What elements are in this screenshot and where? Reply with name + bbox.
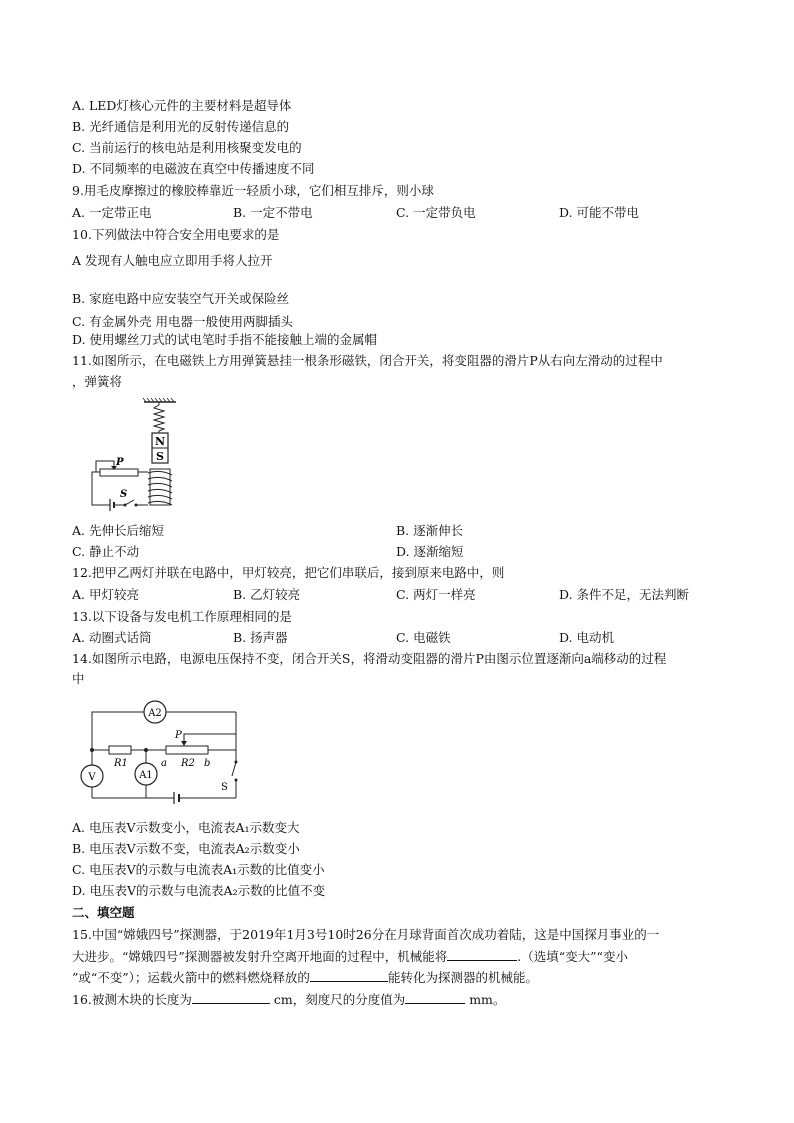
q12-stem: 12.把甲乙两灯并联在电路中，甲灯较亮，把它们串联后，接到原来电路中，则 <box>72 565 505 580</box>
q14-option-c: C. 电压表V的示数与电流表A₁示数的比值变小 <box>72 862 325 877</box>
q14-stem: 14.如图所示电路，电源电压保持不变，闭合开关S，将滑动变阻器的滑片P由图示位置逐渐向a端移动的过程 <box>72 651 667 666</box>
q11-option-b: B. 逐渐伸长 <box>396 523 464 538</box>
slider-p-label: P <box>116 457 124 468</box>
q13-stem: 13.以下设备与发电机工作原理相同的是 <box>72 609 292 624</box>
q12-option-b: B. 乙灯较亮 <box>233 587 301 602</box>
q12-option-a: A. 甲灯较亮 <box>72 587 139 602</box>
q10-option-d: D. 使用螺丝刀式的试电笔时手指不能接触上端的金属帽 <box>72 332 378 347</box>
q15-line2-tail: .（选填“变大”“变小 <box>517 949 628 964</box>
q16-text-a: 16.被测木块的长度为 <box>72 992 192 1007</box>
q8-option-d: D. 不同频率的电磁波在真空中传播速度不同 <box>72 161 315 176</box>
q14-option-d: D. 电压表V的示数与电流表A₂示数的比值不变 <box>72 883 326 898</box>
q9-option-c: C. 一定带负电 <box>396 205 476 220</box>
switch-s-label: S <box>120 489 128 500</box>
q14-option-b: B. 电压表V示数不变，电流表A₂示数变小 <box>72 841 300 856</box>
q12-option-c: C. 两灯一样亮 <box>396 587 476 602</box>
q16-blank-2[interactable] <box>405 991 465 1004</box>
q10-option-a: A 发现有人触电应立即用手将人拉开 <box>72 253 273 268</box>
q15-line3-tail: 能转化为探测器的机械能。 <box>387 970 538 985</box>
q15-blank-2[interactable] <box>310 969 388 982</box>
q14-circuit-figure <box>74 700 254 810</box>
ammeter-a1-label: A1 <box>139 770 153 781</box>
q8-option-b: B. 光纤通信是利用光的反射传递信息的 <box>72 119 290 134</box>
q14-stem-cont: 中 <box>72 671 85 686</box>
q15-blank-1[interactable] <box>447 948 517 961</box>
magnet-s-label: S <box>156 450 164 463</box>
q11-option-d: D. 逐渐缩短 <box>396 544 464 559</box>
section-heading-fill-in: 二、填空题 <box>72 905 135 920</box>
point-b-label: b <box>204 758 211 769</box>
q11-stem: 11.如图所示，在电磁铁上方用弹簧悬挂一根条形磁铁，闭合开关，将变阻器的滑片P从右向左滑动的过程中 <box>72 353 663 368</box>
slider-p-label: P <box>175 730 182 741</box>
q10-stem: 10.下列做法中符合安全用电要求的是 <box>72 227 280 242</box>
q10-option-b: B. 家庭电路中应安装空气开关或保险丝 <box>72 291 290 306</box>
q13-option-a: A. 动圈式话筒 <box>72 630 152 645</box>
switch-s-label: S <box>221 782 228 793</box>
q13-option-d: D. 电动机 <box>559 630 615 645</box>
q15-line3-text: ”或“不变”）；运载火箭中的燃料燃烧释放的 <box>72 970 310 985</box>
q10-option-c: C. 有金属外壳 用电器一般使用两脚插头 <box>72 314 294 329</box>
q11-stem-cont: ，弹簧将 <box>72 374 123 389</box>
voltmeter-v-label: V <box>88 772 96 783</box>
r1-label: R1 <box>114 758 128 769</box>
point-a-label: a <box>161 758 167 769</box>
q15-line2-text: 大进步。“嫦娥四号”探测器被发射升空离开地面的过程中，机械能将 <box>72 949 448 964</box>
q14-option-a: A. 电压表V示数变小，电流表A₁示数变大 <box>72 820 300 835</box>
q16-line <box>72 991 505 1008</box>
ammeter-a2-label: A2 <box>148 708 162 719</box>
q16-text-b: cm，刻度尺的分度值为 <box>269 992 406 1007</box>
q12-option-d: D. 条件不足，无法判断 <box>559 587 690 602</box>
q9-option-d: D. 可能不带电 <box>559 205 640 220</box>
magnet-n-label: N <box>154 435 166 448</box>
q11-option-a: A. 先伸长后缩短 <box>72 523 164 538</box>
q8-option-c: C. 当前运行的核电站是利用核聚变发电的 <box>72 140 302 155</box>
q16-blank-1[interactable] <box>192 991 270 1004</box>
q11-circuit-figure <box>70 393 190 515</box>
q9-stem: 9.用毛皮摩擦过的橡胶棒靠近一轻质小球，它们相互排斥，则小球 <box>72 183 434 198</box>
q9-option-a: A. 一定带正电 <box>72 205 152 220</box>
q13-option-b: B. 扬声器 <box>233 630 288 645</box>
q15-line3 <box>72 969 538 986</box>
q11-option-c: C. 静止不动 <box>72 544 140 559</box>
q15-line2 <box>72 948 628 965</box>
q8-option-a: A. LED灯核心元件的主要材料是超导体 <box>72 98 292 113</box>
q16-text-c: mm。 <box>465 992 506 1007</box>
q13-option-c: C. 电磁铁 <box>396 630 451 645</box>
r2-label: R2 <box>181 758 195 769</box>
q9-option-b: B. 一定不带电 <box>233 205 313 220</box>
q15-line1: 15.中国“嫦娥四号”探测器，于2019年1月3号10时26分在月球背面首次成功着陆，这是中国探月事业的一 <box>72 927 660 942</box>
